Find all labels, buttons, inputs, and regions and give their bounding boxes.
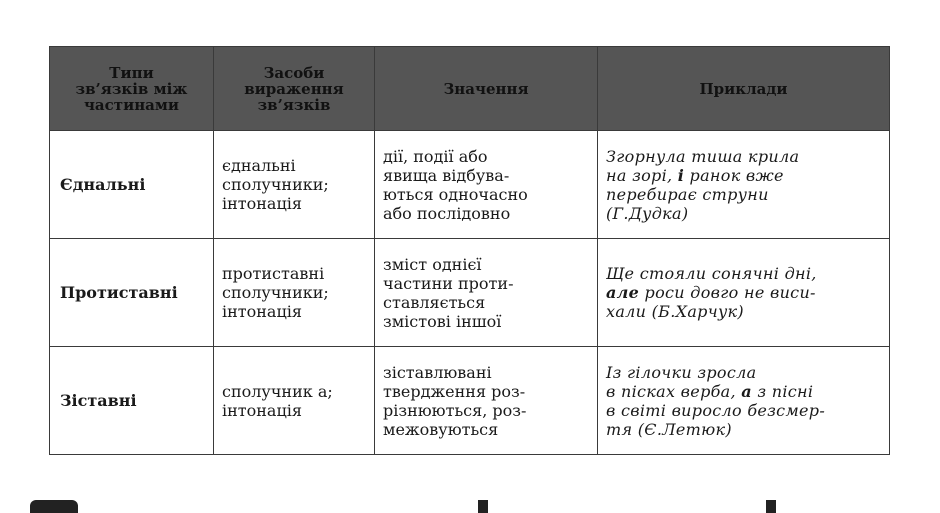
cell-example: [598, 239, 890, 347]
example-conjunction: але: [606, 283, 640, 302]
table-row: [50, 131, 890, 239]
table-row: [50, 239, 890, 347]
cell-type: Зіставні: [50, 347, 214, 455]
cell-meaning: дії, події або явища відбува- ються одночасно або послідовно: [375, 131, 598, 239]
heading-glyph-fragment: [766, 500, 776, 513]
example-text: Ще стояли сонячні дні,: [606, 264, 817, 283]
cell-means: протиставні сполучники; інтонація: [214, 239, 375, 347]
sentence-types-table: [49, 46, 890, 455]
example-conjunction: а: [741, 381, 752, 401]
header-examples: Приклади: [598, 47, 890, 131]
header-row: [50, 47, 890, 131]
header-types: Типи зв’язків між частинами: [50, 47, 214, 131]
heading-glyph-fragment: [478, 500, 488, 513]
cell-meaning: зіставлювані твердження роз- різнюються, роз- межовуються: [375, 347, 598, 455]
heading-glyph-fragment: [30, 500, 78, 513]
next-heading-fragment: [0, 500, 940, 513]
example-conjunction: і: [677, 165, 685, 185]
cell-meaning: зміст однієї частини проти- ставляється змістові іншої: [375, 239, 598, 347]
header-means: Засоби вираження зв’язків: [214, 47, 375, 131]
cell-example: [598, 131, 890, 239]
example-text: з пісні в світі виросло безсмер- тя (Є.Летюк): [606, 381, 826, 439]
table-header: [50, 47, 890, 131]
example-text: ранок вже перебирає струни (Г.Дудка): [606, 165, 784, 223]
table-row: [50, 347, 890, 455]
cell-type: Єднальні: [50, 131, 214, 239]
example-text: Згорнула тиша крила на зорі,: [606, 146, 800, 185]
cell-example: [598, 347, 890, 455]
cell-means: єднальні сполучники; інтонація: [214, 131, 375, 239]
example-text: Із гілочки зросла в пісках верба,: [606, 362, 757, 401]
cell-type: Протиставні: [50, 239, 214, 347]
header-meaning: Значення: [375, 47, 598, 131]
cell-means: сполучник а; інтонація: [214, 347, 375, 455]
example-text: роси довго не виси- хали (Б.Харчук): [606, 283, 816, 321]
table-body: [50, 131, 890, 455]
